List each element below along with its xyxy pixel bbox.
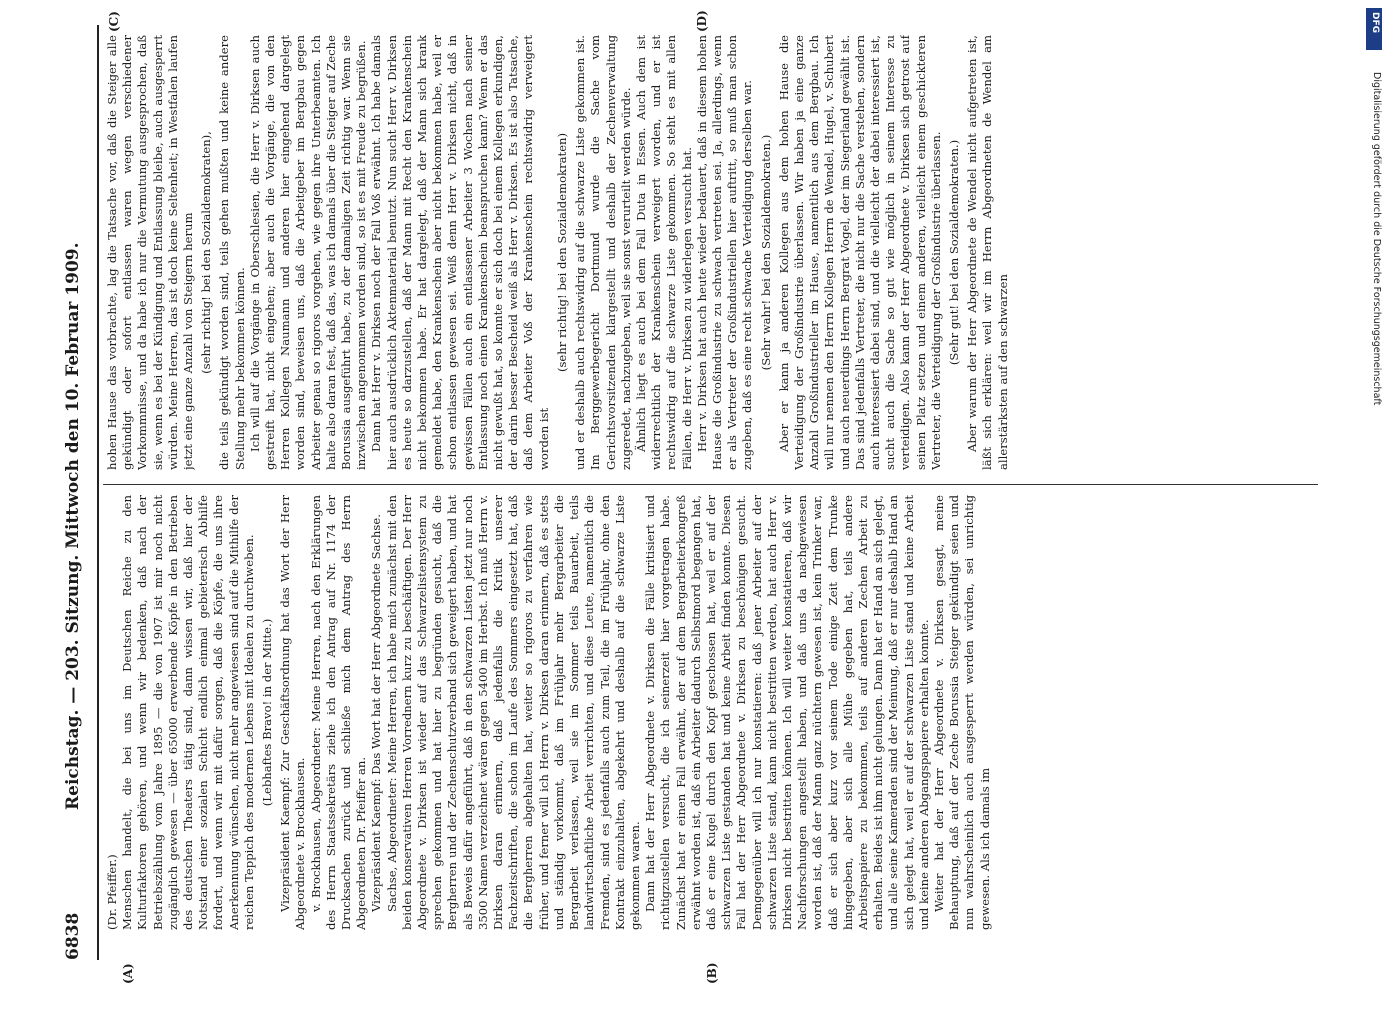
interjection: (Sehr wahr! bei den Sozialdemokraten.) [758,134,773,371]
margin-mark-d: (D) [695,10,709,32]
running-title: Reichstag. — 203. Sitzung. Mittwoch den 10. Februar 1909. [63,242,83,810]
column-divider [103,484,1318,485]
paragraph: Aber er kann ja anderen Kollegen aus dem hohen Hause die Verteidigung der Großindustrie überlassen. Wir haben ja eine ganze Anzahl Großindustrieller im Hause, namentlich aus dem Bergbau. Ich will nur nennen den Herrn Kollegen Herrn de Wendel, Hugel, v. Schubert und auch neuerdings Herrn Bergrat Vogel, der im Siegerland gewählt ist. Das sind jedenfalls Vertreter, die nicht nur die Sache verstehen, sondern auch interessiert dabei sind, und die vielleicht der dabei interessiert ist, sucht auch die Sache so gut wie möglich in seinem Interesse zu verteidigen. Also kann der Herr Abgeordnete v. Dirksen sich getrost auf seinen Platz setzen und einem anderen, vielleicht einem geschickteren Vertreter, die Verteidigung der Großindustrie überlassen. [776,35,943,470]
paragraph: Vizepräsident Kaempf: Das Wort hat der Herr Abgeordnete Sachse. [369,514,384,912]
paragraph: hohen Hause das vorbrachte, lag die Tatsache vor, daß die Steiger alle gekündigt oder sofort entlassen waren wegen verschiedener Vorkommnisse, und da habe ich nur die Vermutung ausgesprochen, daß sie, wenn es bei der Kündigung und Entlassung bleibe, auch ausgesperrt würden. Meine Herren, das ist doch keine Seltenheit; in Westfalen laufen jetzt eine ganze Anzahl von Steigern herum [105,35,196,470]
right-column [105,35,1320,470]
paragraph: v. Brockhausen, Abgeordneter: Meine Herren, nach den Erklärungen des Herrn Staatssekretärs ziehe ich den Antrag auf Nr. 1174 der Drucksachen zurück und schließe mich dem Antrag des Herrn Abgeordneten Dr. Pfeiffer an. [308,495,369,930]
paragraph: Ich will auf die Vorgänge in Oberschlesien, die Herr v. Dirksen auch gestreift hat, nicht eingehen; aber auch die Vorgänge, die von den Herren Kollegen Naumann und anderen hier eingehend dargelegt worden sind, beweisen uns, daß die Arbeitgeber im Bergbau gegen Arbeiter genau so rigoros vorgehen, wie gegen ihre Unterbeamten. Ich halte also daran fest, daß das, was ich damals über die Steiger auf Zeche Borussia ausgeführt habe, zu der damaligen Zeit richtig war. Wenn sie inzwischen angenommen worden sind, so ist es mit Freude zu begrüßen. [247,35,369,470]
paragraph: Menschen handelt, die bei uns im Deutschen Reiche zu den Kulturfaktoren gehören, und wenn wir bedenken, daß nach der Betriebszählung vom Jahre 1895 — die von 1907 ist mir noch nicht zugänglich gewesen — über 65000 erwerbende Köpfe in den Betrieben des deutschen Theaters tätig sind, dann wissen wir, daß hier der Notstand einer sozialen Schicht endlich einmal gebieterisch Abhilfe fordert, und wenn wir mit dafür sorgen, daß die Köpfe, die uns ihre Anerkennung wünschen, nicht mehr angewiesen sind auf die Mithilfe der reichen Teppich des modernen Lebens mit Idealen zu durchweben. [120,495,256,930]
document-page [55,10,1325,984]
digitization-credit-text: Digitalisierung gefördert durch die Deutsche Forschungsgemeinschaft [1371,72,1382,406]
paragraph: Herr v. Dirksen hat auch heute wieder bedauert, daß in diesem hohen Hause die Großindustrie zu schwach vertreten sei. Ja, allerdings, wenn er als Vertreter der Großindustriellen hier auftritt, so muß man schon zugeben, daß es eine recht schwache Verteidigung derselben war. [694,35,755,470]
paragraph: Aber warum der Herr Abgeordnete de Wendel nicht aufgetreten ist, läßt sich erklären: weil wir im Herrn Abgeordneten de Wendel am allerstärksten auf den schwarzen [965,35,1010,470]
running-header [55,25,95,960]
margin-mark-b: (B) [705,962,719,984]
left-column [105,495,1320,930]
interjection: (Lebhaftes Bravo! in der Mitte.) [260,618,275,807]
paragraph: die teils gekündigt worden sind, teils gehen mußten und keine andere Stellung mehr bekommen können. [217,35,247,470]
paragraph: Dann hat Herr v. Dirksen noch der Fall Voß erwähnt. Ich habe damals hier auch ausdrücklich Aktenmaterial benutzt. Nun sucht Herr v. Dirksen es heute so darzustellen, daß der Mann mit Recht den Krankenschein nicht bekommen habe. Er hat dargelegt, daß der Mann sich krank gemeldet habe, den Krankenschein aber nicht bekommen habe, weil er schon entlassen gewesen sei. Weiß denn Herr v. Dirksen nicht, daß in gewissen Fällen auch ein entlassener Arbeiter 3 Wochen nach seiner Entlassung noch einen Krankenschein beanspruchen kann? Wenn er das nicht gewußt hat, so konnte er sich doch bei einem Kollegen erkundigen, der darin besser Bescheid weiß als Herr v. Dirksen. Es ist also Tatsache, daß dem Arbeiter Voß der Krankenschein rechtswidrig verweigert worden ist [369,35,551,470]
interjection: (sehr richtig! bei den Sozialdemokraten) [554,132,569,373]
speaker-reference: (Dr. Pfeiffer.) [105,854,119,930]
interjection: (sehr richtig! bei den Sozialdemokraten), [199,131,214,374]
paragraph: Sachse, Abgeordneter: Meine Herren, ich habe mich zunächst mit den beiden konservativen Herren Vorrednern kurz zu beschäftigen. Der Herr Abgeordnete v. Dirksen ist wieder auf das Schwarzelistensystem zu sprechen gekommen und hat hier zu begründen gesucht, daß die Bergherren und der Zechenschutzverband sich geweigert haben, und hat als Beweis dafür angeführt, daß in den schwarzen Listen jetzt nur noch 3500 Namen verzeichnet wären gegen 5400 im Herbst. Ich muß Herrn v. Dirksen daran erinnern, daß jedenfalls die Kritik unserer Fachzeitschriften, die schon im Laufe des Sommers eingesetzt hat, daß die Bergherren abgehalten hat, weiter so rigoros zu verfahren wie früher, und ferner will ich Herrn v. Dirksen daran erinnern, daß es stets und ständig vorkommt, daß im Frühjahr mehr Bergarbeiter die Bergarbeit verlassen, weil sie im Sommer teils Bauarbeit, teils landwirtschaftliche Arbeit verrichten, und diese Leute, namentlich die Fremden, sind es jedenfalls auch zum Teil, die im Frühjahr, ohne den Kontrakt einzuhalten, abgekehrt und deshalb auf die schwarze Liste gekommen waren. [384,495,642,930]
paragraph: Ähnlich liegt es auch bei dem Fall Duta in Essen. Auch dem ist widerrechtlich der Krankenschein verweigert worden, und er ist rechtswidrig auf die schwarze Liste gekommen. So steht es mit allen Fällen, die Herr v. Dirksen zu widerlegen versucht hat. [633,35,694,470]
paragraph: Dann hat der Herr Abgeordnete v. Dirksen die Fälle kritisiert und richtigzustellen versucht, die ich seinerzeit hier vorgetragen habe. Zunächst hat er einen Fall erwähnt, der auf dem Bergarbeiterkongreß erwähnt worden ist, daß ein Arbeiter dadurch Selbstmord begangen hat, daß er eine Kugel durch den Kopf geschossen hat, weil er auf der schwarzen Liste gestanden hat und keine Arbeit finden konnte. Diesen Fall hat der Herr Abgeordnete v. Dirksen zu beschönigen gesucht. Demgegenüber will ich nur konstatieren: daß jener Arbeiter auf der schwarzen Liste stand, kann nicht bestritten werden, hat auch Herr v. Dirksen nicht bestritten können. Ich will weiter konstatieren, daß wir Nachforschungen angestellt haben, und daß uns da nachgewiesen worden ist, daß der Mann ganz nüchtern gewesen ist, kein Trinker war, daß er sich aber kurz vor seinem Tode einige Zeit dem Trunke hingegeben, aber sich alle Mühe gegeben hat, teils andere Arbeitspapiere zu bekommen, teils auf anderen Zechen Arbeit zu erhalten. Beides ist ihm nicht gelungen. Dann hat er Hand an sich gelegt, und alle seine Kameraden sind der Meinung, daß er nur deshalb Hand an sich gelegt hat, weil er auf der schwarzen Liste stand und keine Arbeit und keine anderen Abgangspapiere erhalten konnte. [643,495,931,930]
margin-mark-c: (C) [107,11,121,32]
paragraph: Vizepräsident Kaempf: Zur Geschäftsordnung hat das Wort der Herr Abgeordnete v. Brockhausen. [278,495,308,930]
header-rule [97,25,99,960]
interjection: (Sehr gut! bei den Sozialdemokraten.) [946,139,961,366]
paragraph: und er deshalb auch rechtswidrig auf die schwarze Liste gekommen ist. Im Berggewerbegericht Dortmund wurde die Sache vom Gerichtsvorsitzenden klargestellt und deshalb der Zechenverwaltung zugeredet, nachzugeben, weil sie sonst verurteilt werden würde. [573,35,633,470]
digitization-credit [1368,12,1382,972]
paragraph: Weiter hat der Herr Abgeordnete v. Dirksen gesagt, meine Behauptung, daß auf der Zeche Borussia Steiger gekündigt seien und nun wahrscheinlich auch ausgesperrt werden würden, sei unrichtig gewesen. Als ich damals im [931,495,992,930]
dfg-logo: DFG [1366,8,1382,50]
page-number: 6838 [63,912,83,960]
margin-mark-a: (A) [121,963,135,984]
